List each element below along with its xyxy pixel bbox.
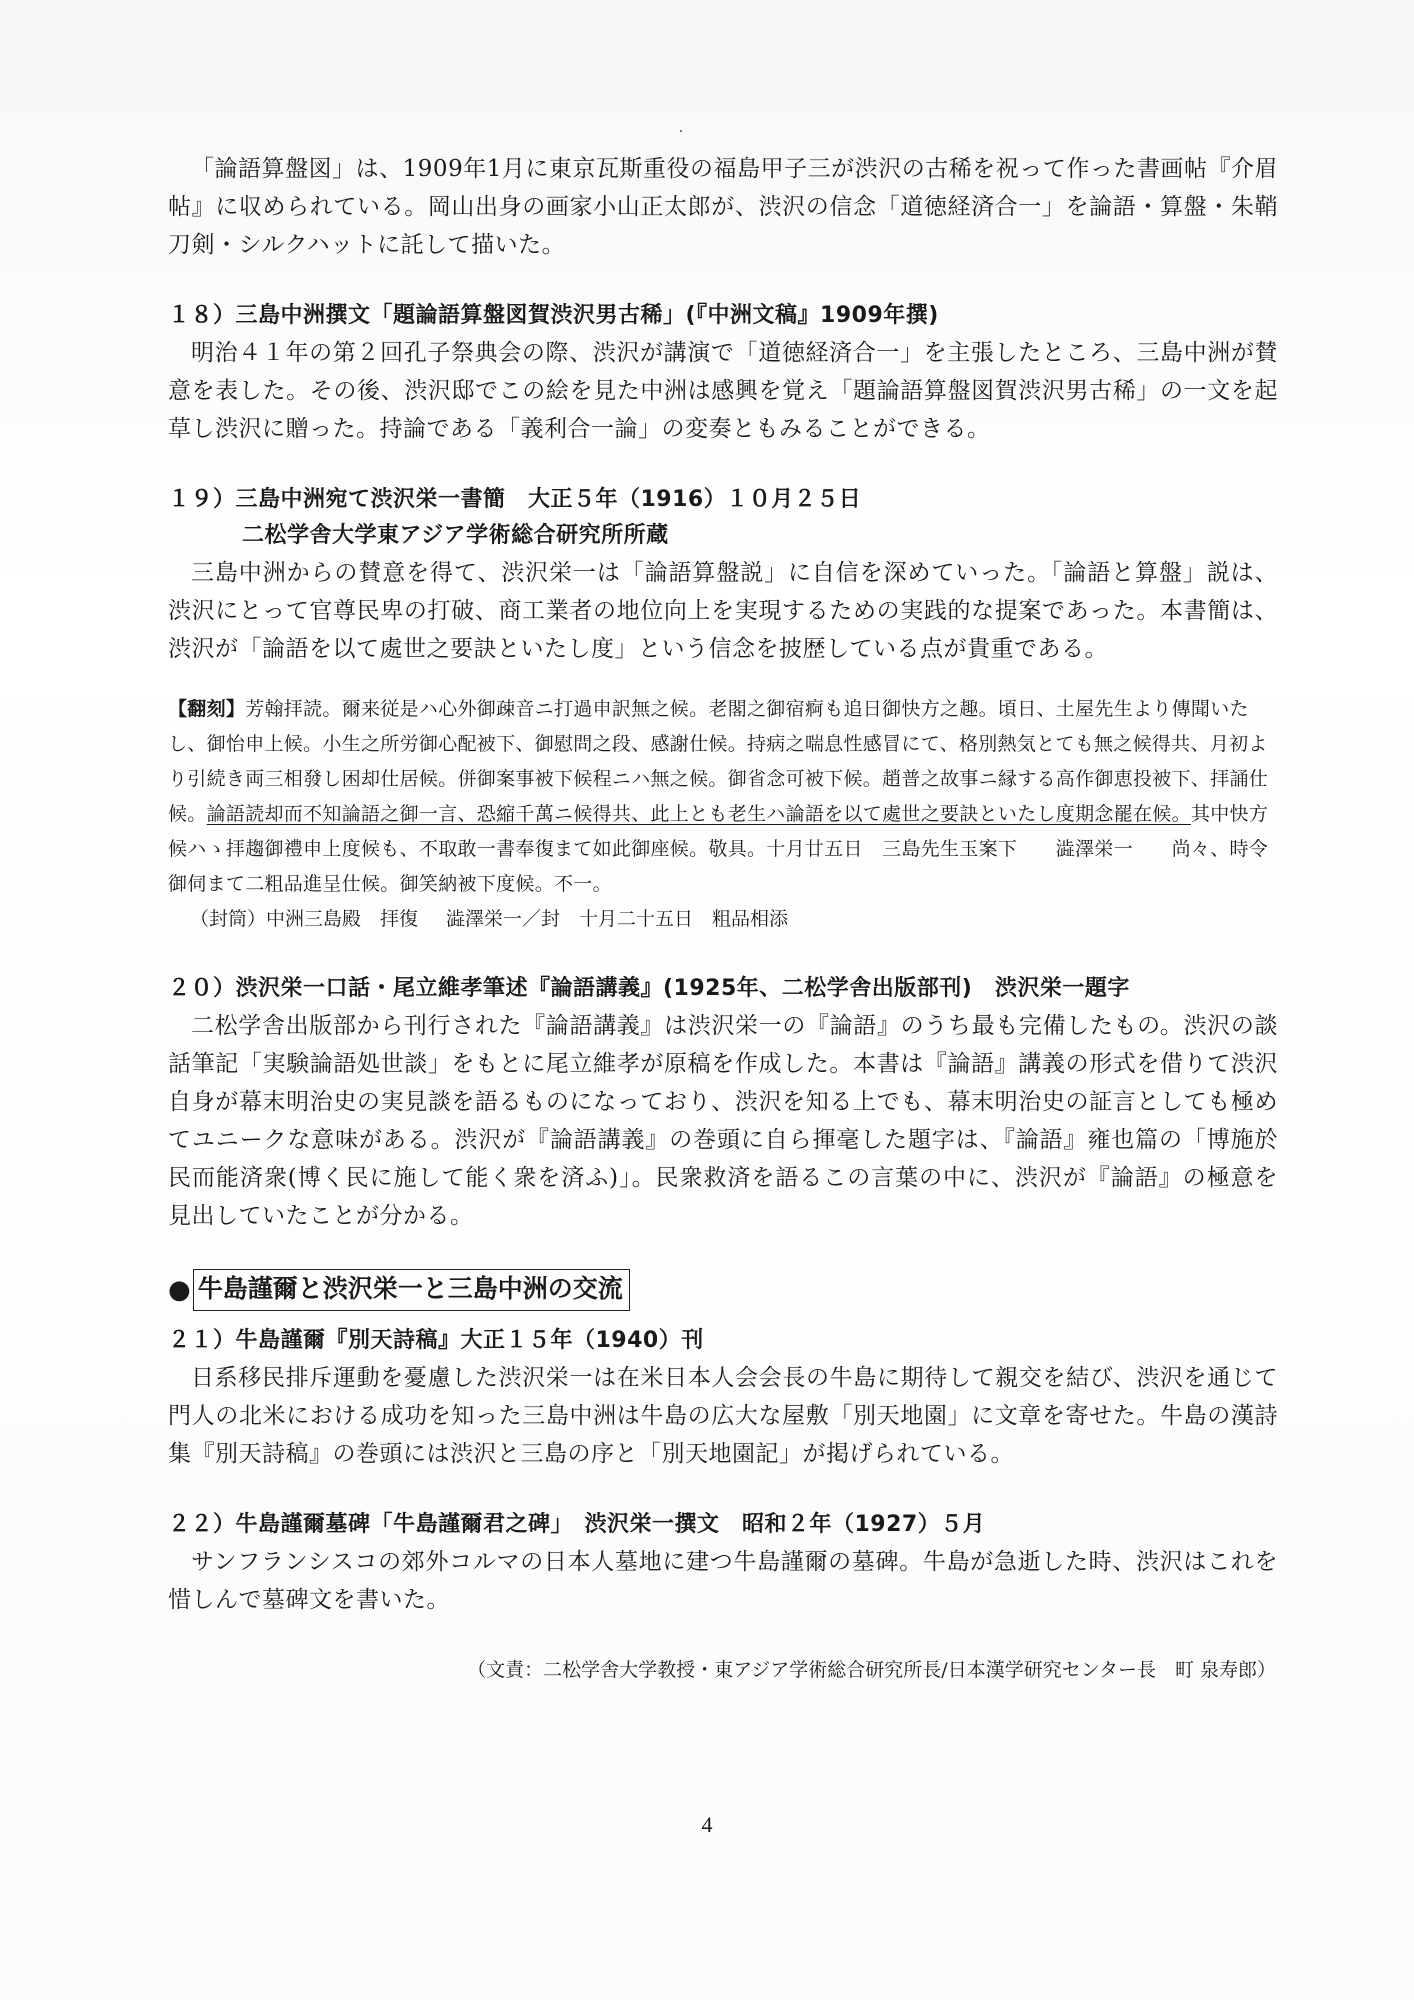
transcription-part-1: 芳翰拝読。爾来従是ハ心外御疎音ニ打過申訳無之候。老閣之御宿痾も追日御快方之趣。頃日、土屋先生より傳聞いたし、御怡申上候。小生之所労御心配被下、御慰問之段、感謝仕候。持病之喘息性感冒にて、格別熱気とても無之候得共、月初より引続き両三相發し困却仕居候。併御案事被下候程ニハ無之候。御省念可被下候。趙普之故事ニ縁する高作御恵投被下、拝誦仕候。 xyxy=(168,698,1269,825)
envelope-note xyxy=(168,902,1278,937)
item-21-heading: ２１）牛島謹爾『別天詩稿』大正１５年（1940）刊 xyxy=(168,1328,704,1353)
item-20-body: 二松学舎出版部から刊行された『論語講義』は渋沢栄一の『論語』のうち最も完備したもの。渋沢の談話筆記「実験論語処世談」をもとに尾立維孝が原稿を作成した。本書は『論語』講義の形式を借りて渋沢自身が幕末明治史の実見談を語るものになっており、渋沢を知る上でも、幕末明治史の証言としても極めてユニークな意味がある。渋沢が『論語講義』の巻頭に自ら揮毫した題字は、『論語』雍也篇の「博施於民而能済衆(博く民に施して能く衆を済ふ)」。民衆救済を語るこの言葉の中に、渋沢が『論語』の極意を見出していたことが分かる。 xyxy=(168,1013,1279,1229)
item-18-heading: １８）三島中洲撰文「題論語算盤図賀渋沢男古稀」(『中洲文稿』1909年撰) xyxy=(168,303,939,328)
author-credit: （文責：二松学舎大学教授・東アジア学術総合研究所長/日本漢学研究センター長 町 泉寿郎） xyxy=(467,1659,1276,1681)
envelope-back: 澁澤栄一／封 十月二十五日 粗品相添 xyxy=(446,908,789,930)
item-20-heading: ２０）渋沢栄一口話・尾立維孝筆述『論語講義』(1925年、二松学舎出版部刊) 渋沢栄一題字 xyxy=(168,976,1130,1001)
page-number: 4 xyxy=(701,1812,713,1837)
document-body xyxy=(168,150,1278,1687)
transcription-underlined: 論語読却而不知論語之御一言、恐縮千萬ニ候得共、此上とも老生ハ論語を以て處世之要訣といたし度期念罷在候。 xyxy=(206,803,1191,825)
item-19-heading: １９）三島中洲宛て渋沢栄一書簡 大正５年（1916）１０月２５日 xyxy=(168,487,862,512)
section-title: 牛島謹爾と渋沢栄一と三島中洲の交流 xyxy=(193,1269,630,1311)
item-22-heading: ２２）牛島謹爾墓碑「牛島謹爾君之碑」 渋沢栄一撰文 昭和２年（1927）５月 xyxy=(168,1512,986,1537)
item-19-body: 三島中洲からの賛意を得て、渋沢栄一は「論語算盤説」に自信を深めていった。「論語と算盤」説は、渋沢にとって官尊民卑の打破、商工業者の地位向上を実現するための実践的な提案であった。本書簡は、渋沢が「論語を以て處世之要訣といたし度」という信念を披歴している点が貴重である。 xyxy=(168,560,1278,662)
item-19-subheading: 二松学舎大学東アジア学術総合研究所所蔵 xyxy=(242,523,669,548)
scan-speck xyxy=(680,130,682,132)
section-heading xyxy=(168,1269,1278,1311)
bullet-icon: ● xyxy=(168,1275,191,1305)
envelope-front: （封筒）中洲三島殿 拝復 xyxy=(190,908,419,930)
intro-paragraph: 「論語算盤図」は、1909年1月に東京瓦斯重役の福島甲子三が渋沢の古稀を祝って作った書画帖『介眉帖』に収められている。岡山出身の画家小山正太郎が、渋沢の信念「道徳経済合一」を論語・算盤・朱鞘刀剣・シルクハットに託して描いた。 xyxy=(168,156,1278,258)
item-18-body: 明治４１年の第２回孔子祭典会の際、渋沢が講演で「道徳経済合一」を主張したところ、三島中洲が賛意を表した。その後、渋沢邸でこの絵を見た中洲は感興を覚え「題論語算盤図賀渋沢男古稀」の一文を起草し渋沢に贈った。持論である「義利合一論」の変奏ともみることができる。 xyxy=(168,340,1279,442)
item-21-body: 日系移民排斥運動を憂慮した渋沢栄一は在米日本人会会長の牛島に期待して親交を結び、渋沢を通じて門人の北米における成功を知った三島中洲は牛島の広大な屋敷「別天地園」に文章を寄せた。牛島の漢詩集『別天詩稿』の巻頭には渋沢と三島の序と「別天地園記」が掲げられている。 xyxy=(168,1365,1278,1467)
item-22-body: サンフランシスコの郊外コルマの日本人墓地に建つ牛島謹爾の墓碑。牛島が急逝した時、渋沢はこれを惜しんで墓碑文を書いた。 xyxy=(168,1549,1278,1613)
transcription-label: 【翻刻】 xyxy=(168,698,246,720)
letter-transcription xyxy=(168,692,1278,902)
transcription-part-2: 其中快方候ハゝ拝趨御禮申上度候も、不取敢一書奉復まて如此御座候。敬具。十月廿五日 三島先生玉案下 澁澤栄一 尚々、時令御伺まて二粗品進呈仕候。御笑納被下度候。不一。 xyxy=(168,803,1269,895)
